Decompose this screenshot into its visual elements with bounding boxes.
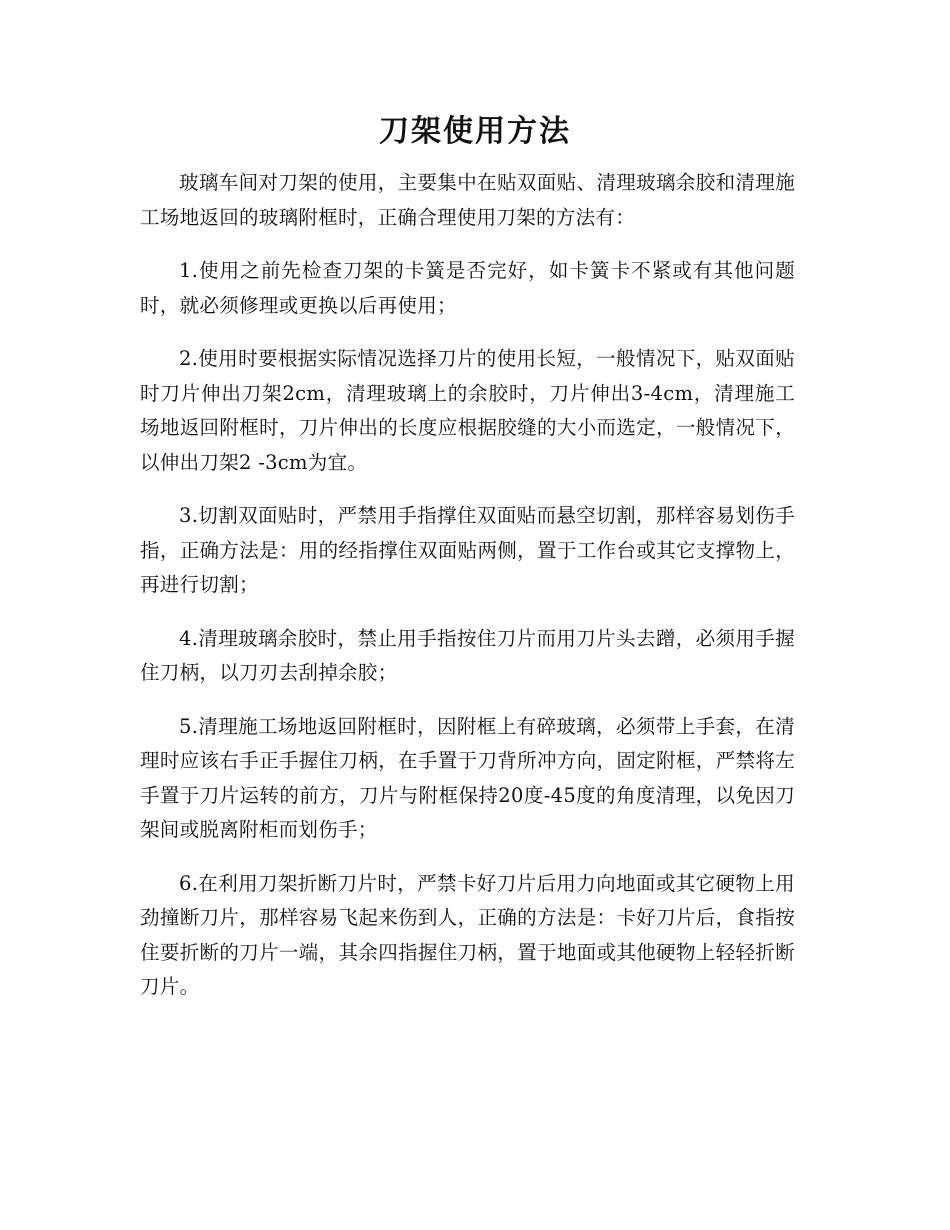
paragraph-step-6: 6.在利用刀架折断刀片时，严禁卡好刀片后用力向地面或其它硬物上用劲撞断刀片，那样容易飞起来伤到人，正确的方法是：卡好刀片后，食指按住要折断的刀片一端，其余四指握住刀柄，置于地面或其他硬物上轻轻折断刀片。	[140, 871, 795, 998]
paragraph-step-4: 4.清理玻璃余胶时，禁止用手指按住刀片而用刀片头去蹭，必须用手握住刀柄，以刀刃去刮掉余胶；	[140, 626, 795, 684]
paragraph-step-2: 2.使用时要根据实际情况选择刀片的使用长短，一般情况下，贴双面贴时刀片伸出刀架2cm，清理玻璃上的余胶时，刀片伸出3-4cm，清理施工场地返回附框时，刀片伸出的长度应根据胶缝的大小而选定，一般情况下，以伸出刀架2 -3cm为宜。	[140, 347, 795, 474]
document-title: 刀架使用方法	[379, 114, 571, 149]
paragraph-step-1: 1.使用之前先检查刀架的卡簧是否完好，如卡簧卡不紧或有其他问题时，就必须修理或更换以后再使用；	[140, 259, 795, 317]
paragraph-step-3: 3.切割双面贴时，严禁用手指撑住双面贴而悬空切割，那样容易划伤手指，正确方法是：用的经指撑住双面贴两侧，置于工作台或其它支撑物上，再进行切割；	[140, 504, 795, 596]
paragraph-intro: 玻璃车间对刀架的使用，主要集中在贴双面贴、清理玻璃余胶和清理施工场地返回的玻璃附框时，正确合理使用刀架的方法有：	[140, 171, 795, 229]
document-body	[140, 166, 795, 1024]
paragraph-step-5: 5.清理施工场地返回附框时，因附框上有碎玻璃，必须带上手套，在清理时应该右手正手握住刀柄，在手置于刀背所冲方向，固定附框，严禁将左手置于刀片运转的前方，刀片与附框保持20度-45度的角度清理，以免因刀架间或脱离附柜而划伤手；	[140, 714, 795, 841]
